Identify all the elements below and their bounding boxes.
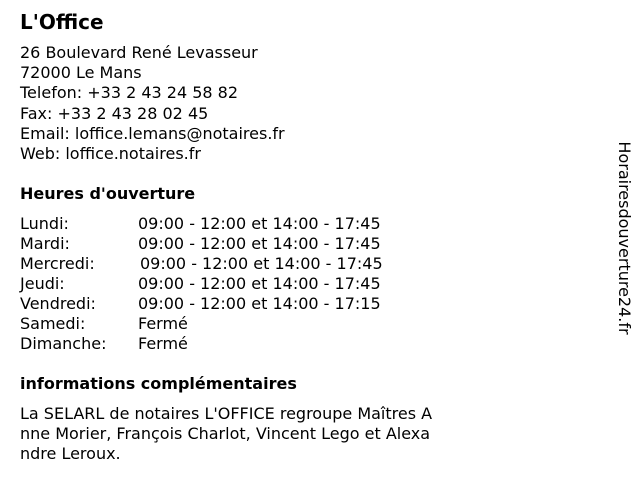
contact-block (20, 43, 285, 164)
site-watermark: Horairesdouverture24.fr (615, 141, 634, 335)
hours-time-value: 09:00 - 12:00 et 14:00 - 17:45 (140, 254, 383, 273)
office-title: L'Office (20, 10, 104, 34)
hours-day-label: Dimanche: (20, 334, 107, 353)
hours-time-value: 09:00 - 12:00 et 14:00 - 17:45 (138, 234, 381, 253)
email-line: Email: loffice.lemans@notaires.fr (20, 123, 285, 143)
fax-line: Fax: +33 2 43 28 02 45 (20, 103, 209, 123)
hours-row-tuesday (20, 234, 440, 254)
hours-time-value: 09:00 - 12:00 et 14:00 - 17:45 (138, 274, 381, 293)
hours-row-thursday (20, 274, 440, 294)
hours-day-label: Mardi: (20, 234, 70, 253)
hours-time-value: Fermé (138, 334, 188, 353)
hours-row-sunday (20, 334, 440, 354)
hours-row-monday (20, 214, 440, 234)
web-line: Web: loffice.notaires.fr (20, 144, 201, 164)
phone-line: Telefon: +33 2 43 24 58 82 (20, 83, 239, 103)
hours-time-value: 09:00 - 12:00 et 14:00 - 17:15 (138, 294, 381, 313)
hours-day-label: Vendredi: (20, 294, 96, 313)
hours-row-friday (20, 294, 440, 314)
hours-row-wednesday (20, 254, 440, 274)
hours-day-label: Mercredi: (20, 254, 95, 273)
hours-table (20, 214, 440, 354)
hours-day-label: Lundi: (20, 214, 69, 233)
hours-day-label: Jeudi: (20, 274, 65, 293)
address-city: 72000 Le Mans (20, 63, 142, 83)
hours-row-saturday (20, 314, 440, 334)
hours-heading: Heures d'ouverture (20, 184, 196, 203)
info-text: La SELARL de notaires L'OFFICE regroupe Maîtres Anne Morier, François Charlot, Vincent Lego et Alexandre Leroux. (20, 404, 433, 463)
info-heading: informations complémentaires (20, 374, 297, 393)
hours-day-label: Samedi: (20, 314, 86, 333)
hours-time-value: Fermé (138, 314, 188, 333)
address-street: 26 Boulevard René Levasseur (20, 43, 258, 62)
hours-time-value: 09:00 - 12:00 et 14:00 - 17:45 (138, 214, 381, 233)
